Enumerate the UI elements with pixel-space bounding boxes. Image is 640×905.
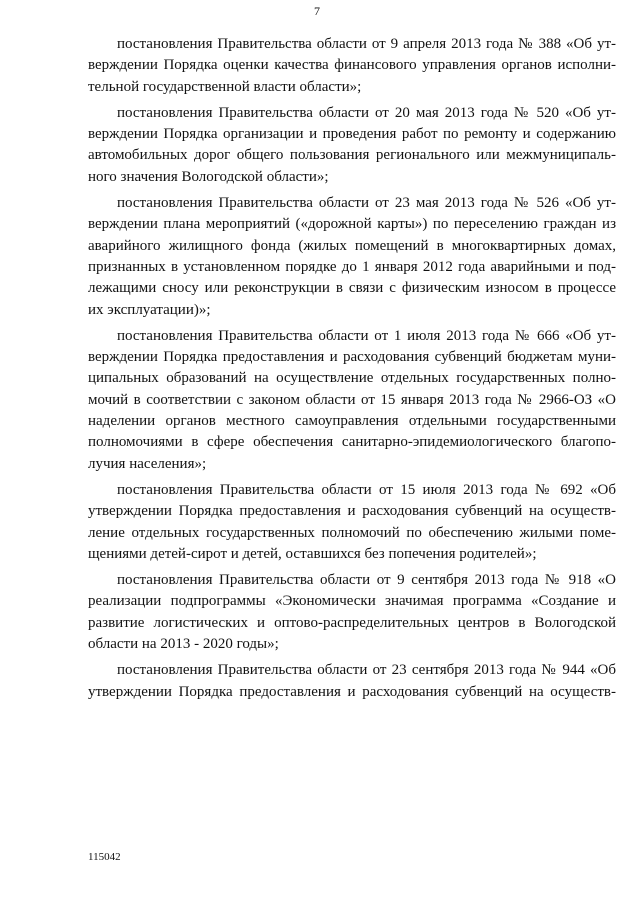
paragraph-line: постановления Правительства области от 23 мая 2013 года № 526 «Об ут-	[117, 195, 616, 212]
paragraph-line: реализации подпрограммы «Экономически значимая программа «Создание и	[88, 593, 616, 610]
paragraph-line: утверждении Порядка предоставления и расходования субвенций на осуществ-	[88, 683, 616, 700]
paragraph-line: щениями детей-сирот и детей, оставшихся без попечения родителей»;	[88, 545, 537, 562]
paragraph-line: ление отдельных государственных полномочий по обеспечению жилыми поме-	[88, 524, 616, 541]
paragraph	[88, 480, 616, 565]
paragraph-line: верждении Порядка оценки качества финансового управления органов исполни-	[88, 57, 616, 74]
paragraph-line: постановления Правительства области от 20 мая 2013 года № 520 «Об ут-	[117, 104, 616, 121]
paragraph-line: их эксплуатации)»;	[88, 301, 211, 318]
paragraph-line: ципальных образований на осуществление отдельных государственных полно-	[88, 370, 616, 387]
paragraph-line: наделении органов местного самоуправления отдельными государственными	[88, 413, 616, 430]
paragraph-line: постановления Правительства области от 15 июля 2013 года № 692 «Об	[117, 481, 616, 498]
paragraph-line: полномочиями в сфере обеспечения санитарно-эпидемиологического благопо-	[88, 434, 616, 451]
paragraph-line: ного значения Вологодской области»;	[88, 168, 329, 185]
paragraph-line: постановления Правительства области от 23 сентября 2013 года № 944 «Об	[117, 662, 616, 679]
paragraph	[88, 326, 616, 475]
paragraph	[88, 34, 616, 98]
paragraph-line: верждении Порядка предоставления и расходования субвенций бюджетам муни-	[88, 349, 616, 366]
paragraph	[88, 103, 616, 188]
paragraph-line: верждении плана мероприятий («дорожной карты») по переселению граждан из	[88, 216, 616, 233]
paragraph-line: автомобильных дорог общего пользования регионального или межмуниципаль-	[88, 147, 616, 164]
paragraph-line: лучия населения»;	[88, 455, 207, 472]
page-number: 7	[314, 4, 320, 18]
document-body	[88, 34, 616, 708]
paragraph-line: аварийного жилищного фонда (жилых помещений в многоквартирных домах,	[88, 237, 616, 254]
paragraph-line: верждении Порядка организации и проведения работ по ремонту и содержанию	[88, 126, 616, 143]
paragraph	[88, 193, 616, 321]
paragraph-line: области на 2013 - 2020 годы»;	[88, 636, 279, 653]
paragraph	[88, 660, 616, 703]
paragraph-line: развитие логистических и оптово-распределительных центров в Вологодской	[88, 614, 616, 631]
paragraph-line: тельной государственной власти области»;	[88, 78, 362, 95]
paragraph-line: постановления Правительства области от 9 сентября 2013 года № 918 «О	[117, 572, 616, 589]
paragraph	[88, 570, 616, 655]
document-code: 115042	[88, 851, 121, 863]
paragraph-line: постановления Правительства области от 1 июля 2013 года № 666 «Об ут-	[117, 327, 616, 344]
paragraph-line: мочий в соответствии с законом области от 15 января 2013 года № 2966-ОЗ «О	[88, 391, 616, 408]
paragraph-line: признанных в установленном порядке до 1 января 2012 года аварийными и под-	[88, 258, 616, 275]
paragraph-line: постановления Правительства области от 9 апреля 2013 года № 388 «Об ут-	[117, 36, 616, 52]
paragraph-line: утверждении Порядка предоставления и расходования субвенций на осуществ-	[88, 503, 616, 520]
paragraph-line: лежащими сносу или реконструкции в связи с физическим износом в процессе	[88, 280, 616, 297]
